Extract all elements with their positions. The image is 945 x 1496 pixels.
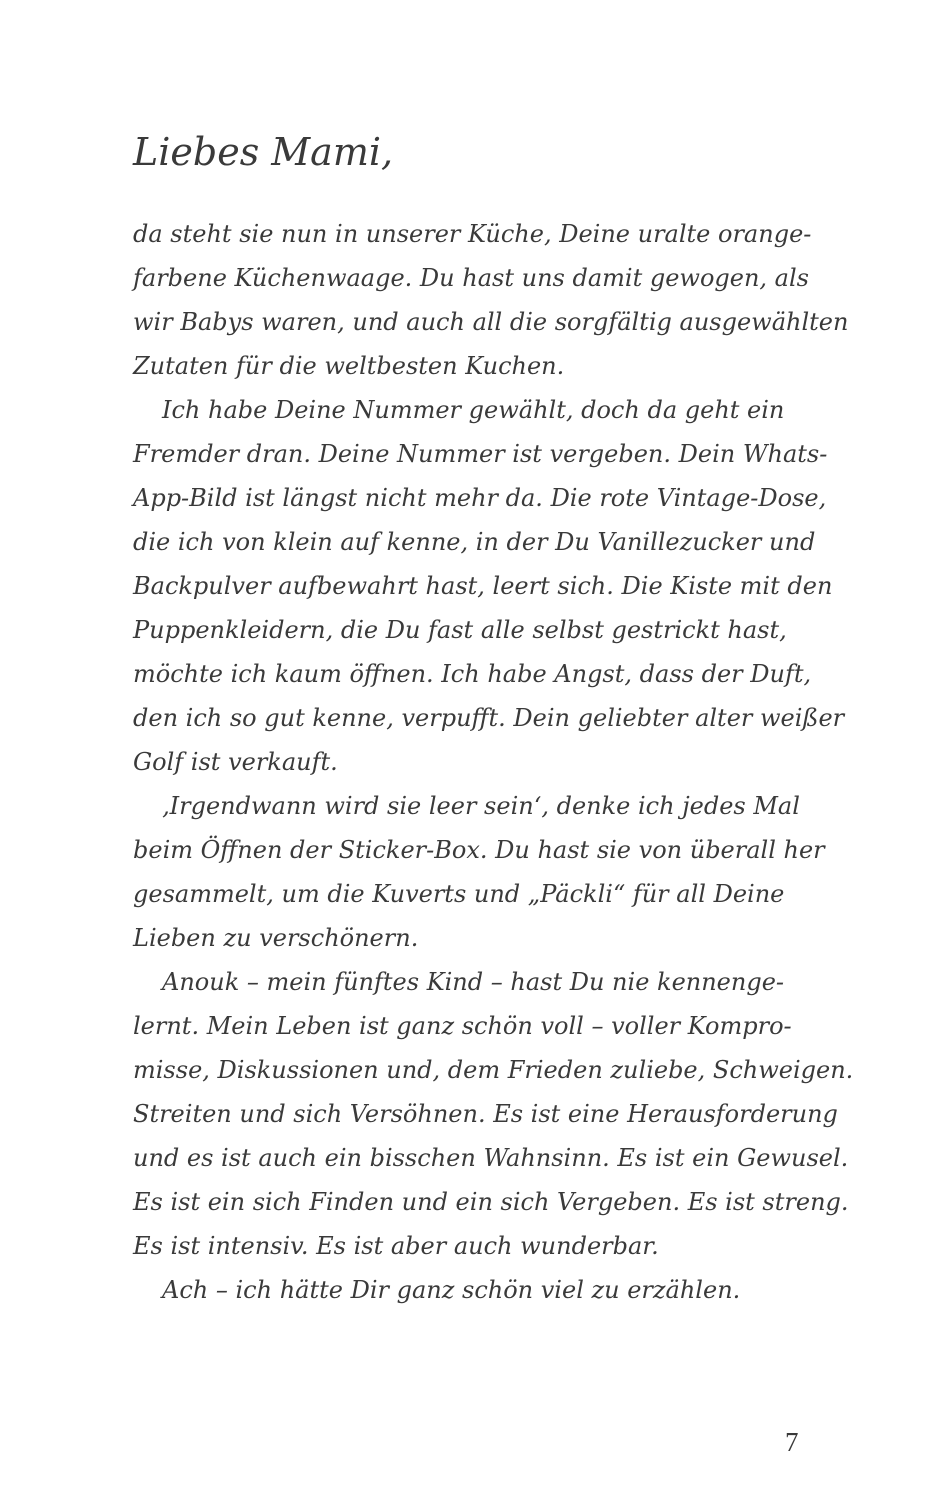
text-line: Lieben zu verschönern. xyxy=(133,924,419,952)
text-line: und es ist auch ein bisschen Wahnsinn. Es ist ein Gewusel. xyxy=(133,1144,849,1172)
text-line: Golf ist verkauft. xyxy=(133,748,338,776)
paragraph-first-line: ‚Irgendwann wird sie leer sein‘, denke ich jedes Mal xyxy=(162,792,800,820)
paragraph-first-line: Ich habe Deine Nummer gewählt, doch da geht ein xyxy=(162,396,785,424)
text-line: Es ist intensiv. Es ist aber auch wunderbar. xyxy=(133,1232,659,1260)
text-line: die ich von klein auf kenne, in der Du Vanillezucker und xyxy=(133,528,816,556)
text-line: misse, Diskussionen und, dem Frieden zuliebe, Schweigen. xyxy=(133,1056,854,1084)
page-number: 7 xyxy=(785,1427,799,1457)
text-line: Zutaten für die weltbesten Kuchen. xyxy=(133,352,565,380)
letter-salutation: Liebes Mami, xyxy=(133,130,394,174)
text-line: da steht sie nun in unserer Küche, Deine uralte orange- xyxy=(133,220,812,248)
text-line: Backpulver aufbewahrt hast, leert sich. Die Kiste mit den xyxy=(133,572,833,600)
paragraph-first-line: Anouk – mein fünftes Kind – hast Du nie kennenge- xyxy=(162,968,785,996)
text-line: Puppenkleidern, die Du fast alle selbst gestrickt hast, xyxy=(133,616,787,644)
text-line: lernt. Mein Leben ist ganz schön voll – voller Kompro- xyxy=(133,1012,792,1040)
text-line: möchte ich kaum öffnen. Ich habe Angst, dass der Duft, xyxy=(133,660,812,688)
text-line: Es ist ein sich Finden und ein sich Vergeben. Es ist streng. xyxy=(133,1188,849,1216)
text-line: wir Babys waren, und auch all die sorgfältig ausgewählten xyxy=(133,308,849,336)
text-line: gesammelt, um die Kuverts und „Päckli“ für all Deine xyxy=(133,880,785,908)
text-line: Streiten und sich Versöhnen. Es ist eine Herausforderung xyxy=(133,1100,838,1128)
text-line: farbene Küchenwaage. Du hast uns damit gewogen, als xyxy=(133,264,809,292)
text-line: App-Bild ist längst nicht mehr da. Die rote Vintage-Dose, xyxy=(133,484,827,512)
text-line: den ich so gut kenne, verpufft. Dein geliebter alter weißer xyxy=(133,704,845,732)
text-line: beim Öffnen der Sticker-Box. Du hast sie von überall her xyxy=(133,836,825,864)
text-line: Fremder dran. Deine Nummer ist vergeben. Dein Whats- xyxy=(133,440,828,468)
paragraph-first-line: Ach – ich hätte Dir ganz schön viel zu erzählen. xyxy=(162,1276,741,1304)
